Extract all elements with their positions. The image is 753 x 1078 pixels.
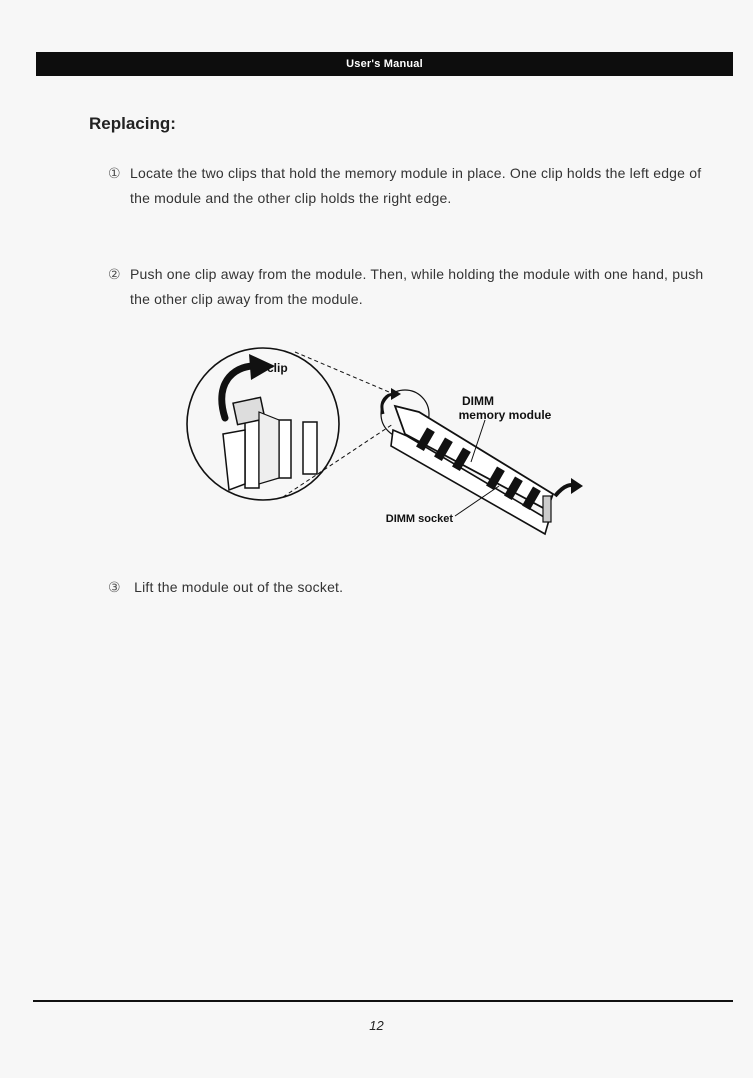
manual-header-title: User's Manual (346, 58, 423, 70)
label-dimm: DIMM (462, 394, 494, 408)
dimm-removal-figure (183, 334, 603, 548)
label-clip: clip (267, 361, 288, 375)
step-number: ③ (108, 579, 121, 595)
dimm-removal-illustration (183, 334, 603, 548)
step-item-2 (108, 262, 720, 312)
manual-header-bar (36, 52, 733, 76)
label-memory-module: memory module (458, 408, 552, 422)
step-text: Lift the module out of the socket. (134, 579, 344, 595)
step-text: Push one clip away from the module. Then, while holding the module with one hand, push the other clip away from the module. (130, 266, 704, 307)
step-item-3 (108, 575, 720, 600)
label-dimm-socket: DIMM socket (385, 513, 453, 525)
step-number: ② (108, 266, 121, 282)
step-number: ① (108, 165, 121, 181)
section-title: Replacing: (89, 114, 176, 133)
step-text: Locate the two clips that hold the memory module in place. One clip holds the left edge of the module and the other clip holds the right edge. (130, 165, 702, 206)
page-number: 12 (369, 1018, 384, 1033)
footer-divider (33, 1000, 733, 1002)
step-item-1 (108, 161, 720, 211)
